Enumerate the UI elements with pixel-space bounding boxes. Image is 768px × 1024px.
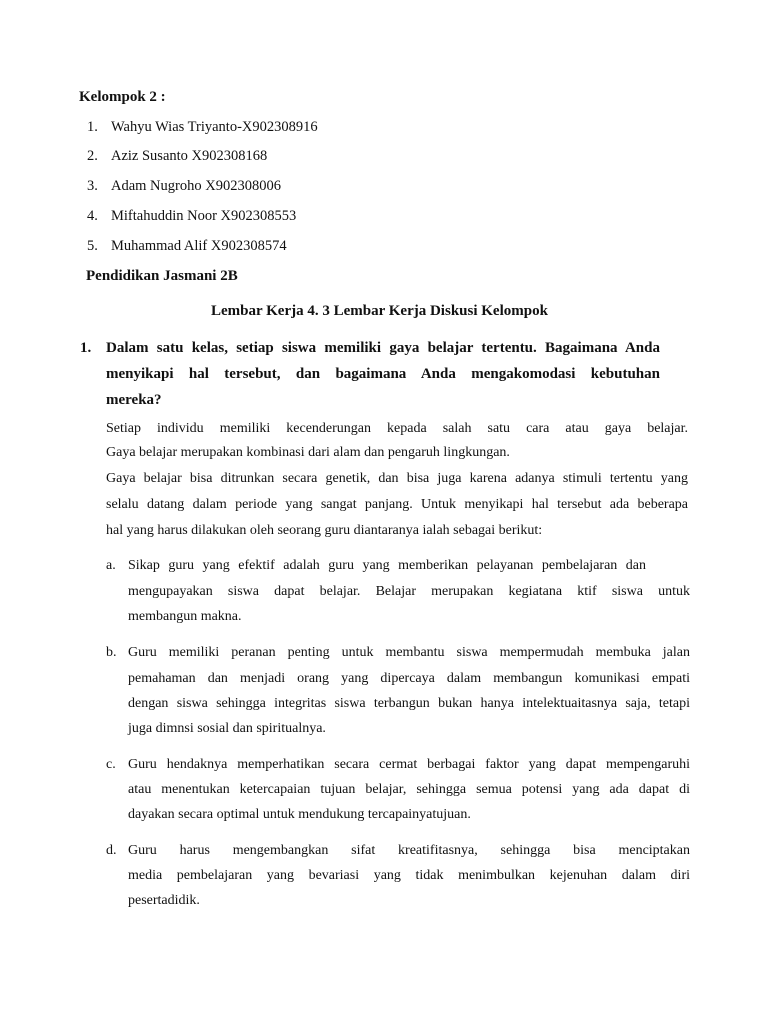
member-number: 3.	[87, 178, 98, 194]
point-line: Guru harus mengembangkan sifat kreatifitasnya, sehingga bisa menciptakan	[128, 843, 690, 858]
point-line: pesertadidik.	[128, 893, 200, 908]
question-number: 1.	[80, 340, 92, 356]
point-line: dayakan secara optimal untuk mendukung tercapainyatujuan.	[128, 807, 471, 822]
point-line: dengan siswa sehingga integritas siswa terbangun bukan hanya intelektuaitasnya saja, tetapi	[128, 696, 690, 711]
member-item	[87, 208, 296, 225]
member-number: 4.	[87, 208, 98, 224]
member-number: 2.	[87, 148, 98, 164]
member-text: Adam Nugroho X902308006	[111, 178, 281, 194]
point-line: Sikap guru yang efektif adalah guru yang memberikan pelayanan pembelajaran dan	[128, 558, 646, 573]
member-text: Miftahuddin Noor X902308553	[111, 208, 297, 224]
question-line: Dalam satu kelas, setiap siswa memiliki gaya belajar tertentu. Bagaimana Anda	[106, 340, 660, 356]
point-letter: b.	[106, 645, 117, 660]
question-line: mereka?	[106, 392, 162, 408]
member-text: Wahyu Wias Triyanto-X902308916	[111, 119, 318, 135]
member-item	[87, 178, 281, 195]
answer-line: Gaya belajar bisa ditrunkan secara genetik, dan bisa juga karena adanya stimuli tertentu yang	[106, 471, 688, 486]
point-line: Guru hendaknya memperhatikan secara cermat berbagai faktor yang dapat mempengaruhi	[128, 757, 690, 772]
answer-line: Gaya belajar merupakan kombinasi dari alam dan pengaruh lingkungan.	[106, 445, 510, 460]
member-item	[87, 119, 318, 136]
point-line: media pembelajaran yang bevariasi yang tidak menimbulkan kejenuhan dalam diri	[128, 868, 690, 883]
point-line: pemahaman dan menjadi orang yang dipercaya dalam membangun komunikasi empati	[128, 671, 690, 686]
point-line: mengupayakan siswa dapat belajar. Belajar merupakan kegiatana ktif siswa untuk	[128, 584, 690, 599]
point-letter: d.	[106, 843, 117, 858]
worksheet-title: Lembar Kerja 4. 3 Lembar Kerja Diskusi Kelompok	[211, 303, 548, 319]
point-line: juga dimnsi sosial dan spiritualnya.	[128, 721, 326, 736]
member-text: Aziz Susanto X902308168	[111, 148, 268, 164]
member-number: 1.	[87, 119, 98, 135]
class-name: Pendidikan Jasmani 2B	[86, 268, 238, 284]
answer-line: Setiap individu memiliki kecenderungan kepada salah satu cara atau gaya belajar.	[106, 421, 688, 436]
answer-line: selalu datang dalam periode yang sangat panjang. Untuk menyikapi hal tersebut ada beberapa	[106, 497, 688, 512]
point-line: Guru memiliki peranan penting untuk membantu siswa mempermudah membuka jalan	[128, 645, 690, 660]
point-line: membangun makna.	[128, 609, 242, 624]
point-letter: c.	[106, 757, 116, 772]
question-line: menyikapi hal tersebut, dan bagaimana Anda mengakomodasi kebutuhan	[106, 366, 660, 382]
member-text: Muhammad Alif X902308574	[111, 238, 287, 254]
point-letter: a.	[106, 558, 116, 573]
point-line: atau menentukan ketercapaian tujuan belajar, sehingga semua potensi yang ada dapat di	[128, 782, 690, 797]
answer-line: hal yang harus dilakukan oleh seorang guru diantaranya ialah sebagai berikut:	[106, 523, 543, 538]
member-item	[87, 148, 267, 165]
group-title: Kelompok 2 :	[79, 89, 166, 105]
member-number: 5.	[87, 238, 98, 254]
member-item	[87, 238, 287, 255]
